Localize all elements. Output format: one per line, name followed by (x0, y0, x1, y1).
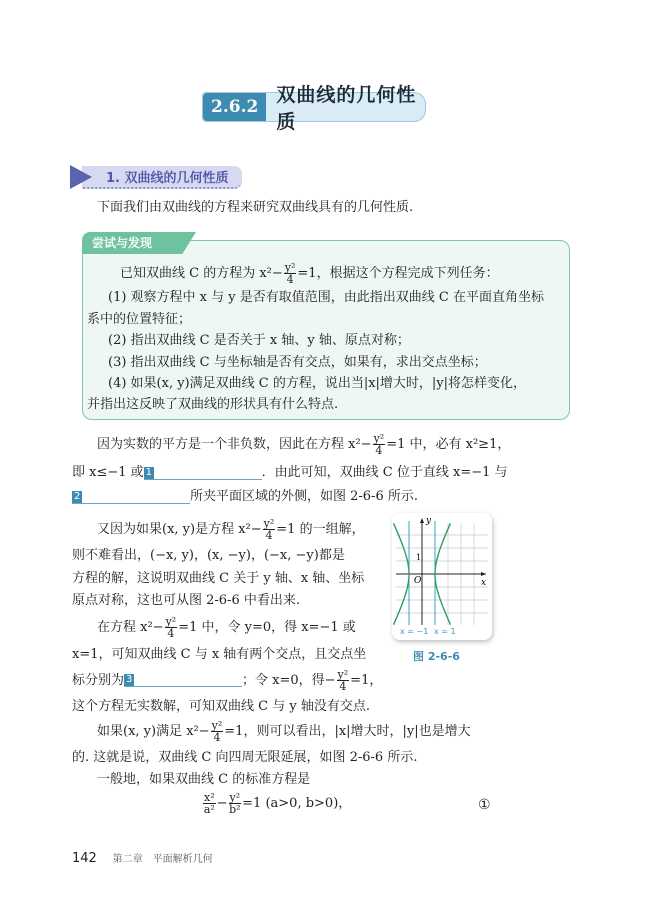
text-line (97, 770, 310, 790)
denominator: 4 (167, 627, 175, 640)
arrow-icon (70, 165, 92, 189)
blank-number: 1 (145, 466, 153, 478)
explore-tab-label: 尝试与发现 (92, 236, 153, 250)
text-segment: ；令 x=0，得− (242, 672, 336, 688)
fraction (229, 792, 242, 815)
text-line (108, 374, 526, 394)
text-segment: 已知双曲线 C 的方程为 x²− (120, 265, 283, 281)
text-segment: (1) 观察方程中 x 与 y 是否有取值范围，由此指出双曲线 C 在平面直角坐标 (108, 290, 544, 305)
text-segment: 则不难看出，(−x, y)，(x, −y)，(−x, −y)都是 (72, 548, 345, 563)
text-segment: 所夹平面区域的外侧，如图 2-6-6 所示. (190, 489, 418, 504)
text-line (72, 697, 370, 717)
text-segment: ．由此可知，双曲线 C 位于直线 x=−1 与 (261, 465, 508, 480)
text-segment: (4) 如果(x, y)满足双曲线 C 的方程，说出当|x|增大时，|y|将怎样变化， (108, 376, 527, 391)
text-line (108, 353, 487, 373)
text-segment: 的. 这就是说，双曲线 C 向四周无限延展，如图 2-6-6 所示. (72, 750, 418, 765)
text-line (72, 569, 364, 589)
page-number: 142 (72, 851, 97, 866)
text-line (72, 669, 382, 692)
answer-blank[interactable] (144, 467, 262, 480)
text-segment: 即 x≤−1 或 (72, 465, 144, 480)
text-segment: =1 中，令 y=0，得 x=−1 或 (178, 619, 356, 635)
page-footer (72, 850, 213, 866)
chapter-title: 第二章 平面解析几何 (112, 854, 213, 865)
numerator: y² (337, 668, 349, 681)
equation-marker: ① (478, 797, 491, 813)
denominator: b² (229, 803, 241, 816)
subsection-title: 1. 双曲线的几何性质 (106, 171, 229, 186)
denominator: 4 (375, 444, 383, 457)
text-segment: =1 中，必有 x²≥1， (386, 436, 511, 452)
numerator: x² (204, 791, 215, 804)
text-line (72, 487, 418, 507)
text-segment: =1，则可以看出，|x|增大时，|y|也是增大 (224, 723, 471, 739)
denominator: 4 (265, 529, 273, 542)
subsection-header (70, 165, 242, 188)
text-line (97, 720, 471, 743)
text-line (72, 591, 300, 611)
text-segment: 原点对称，这也可从图 2-6-6 中看出来. (72, 593, 300, 608)
text-segment: 方程的解，这说明双曲线 C 关于 y 轴、x 轴、坐标 (72, 571, 365, 586)
text-segment: 因为实数的平方是一个非负数，因此在方程 x²− (97, 436, 372, 452)
text-segment: − (216, 795, 228, 811)
denominator: a² (203, 803, 215, 816)
figure-caption: 图 2-6-6 (413, 650, 460, 663)
x-axis-label: x (481, 578, 487, 588)
intro-text: 下面我们由双曲线的方程来研究双曲线具有的几何性质. (97, 200, 414, 215)
text-segment: (2) 指出双曲线 C 是否关于 x 轴、y 轴、原点对称； (108, 333, 410, 348)
text-segment: (3) 指出双曲线 C 与坐标轴是否有交点，如果有，求出交点坐标； (108, 355, 487, 370)
text-line (97, 433, 510, 456)
text-segment: 系中的位置特征； (87, 312, 192, 327)
text-segment: 又因为如果(x, y)是方程 x²− (97, 521, 262, 537)
text-segment: 这个方程无实数解，可知双曲线 C 与 y 轴没有交点. (72, 699, 370, 714)
denominator: 4 (213, 731, 221, 744)
numerator: y² (373, 432, 385, 445)
text-line (97, 518, 365, 541)
text-segment: =1， (350, 672, 383, 688)
figure-2-6-6 (392, 513, 492, 640)
answer-blank[interactable] (72, 491, 190, 504)
text-line (72, 748, 417, 768)
answer-blank[interactable] (124, 674, 242, 687)
text-line (108, 288, 544, 308)
text-line (87, 310, 191, 330)
fraction (211, 720, 224, 743)
text-line (87, 395, 338, 415)
right-line-label: x = 1 (434, 627, 456, 636)
numerator: y² (229, 791, 241, 804)
denominator: 4 (286, 273, 294, 286)
text-segment: =1，根据这个方程完成下列任务： (297, 265, 499, 281)
text-segment: =1 (a>0, b>0)， (242, 795, 352, 811)
fraction (337, 669, 350, 692)
text-segment: 并指出这反映了双曲线的形状具有什么特点. (87, 397, 339, 412)
text-segment: 如果(x, y)满足 x²− (97, 723, 210, 739)
fraction (373, 433, 386, 456)
numerator: y² (284, 261, 296, 274)
text-line (202, 792, 351, 815)
text-segment: 一般地，如果双曲线 C 的标准方程是 (97, 772, 311, 787)
denominator: 4 (339, 680, 347, 693)
blank-number: 2 (74, 490, 81, 502)
text-line (72, 645, 366, 665)
text-line (72, 463, 508, 483)
y-axis-arrow-icon (420, 518, 424, 523)
fraction (263, 518, 276, 541)
tick-label-1: 1 (416, 553, 422, 562)
section-title (202, 84, 426, 133)
text-segment: 标分别为 (72, 672, 125, 688)
text-segment: 在方程 x²− (97, 619, 164, 635)
numerator: y² (263, 517, 275, 530)
x-axis-arrow-icon (481, 572, 486, 576)
numerator: y² (165, 615, 177, 628)
text-line (72, 546, 345, 566)
text-line (97, 616, 356, 639)
text-segment: x=1，可知双曲线 C 与 x 轴有两个交点，且交点坐 (72, 647, 367, 662)
origin-label: O (414, 576, 422, 586)
text-segment: =1 的一组解， (276, 521, 365, 537)
y-axis-label: y (426, 516, 432, 526)
text-line (120, 262, 499, 285)
text-line (108, 331, 410, 351)
fraction (203, 792, 216, 815)
fraction (165, 616, 178, 639)
section-title-text: 双曲线的几何性质 (276, 84, 417, 133)
left-line-label: x = −1 (400, 627, 429, 636)
fraction (284, 262, 297, 285)
blank-number: 3 (126, 674, 133, 685)
section-number: 2.6.2 (203, 93, 266, 121)
hyperbola-graph (392, 513, 492, 640)
numerator: y² (211, 719, 223, 732)
